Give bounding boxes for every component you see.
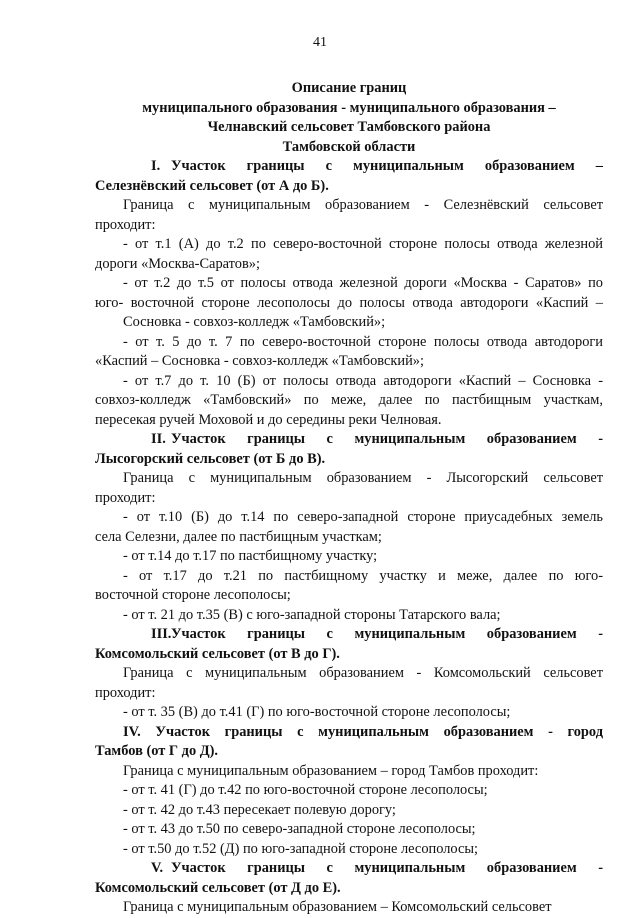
section-5 <box>95 859 603 918</box>
section-heading: IV. Участок границы с муниципальным образованием - город <box>123 723 603 740</box>
section-intro-cont: проходит: <box>95 216 156 233</box>
section-2 <box>95 430 603 625</box>
boundary-item-cont: пересекая ручей Моховой и до середины реки Челновая. <box>95 411 442 428</box>
section-intro: Граница с муниципальным образованием - Селезнёвский сельсовет <box>123 197 603 213</box>
title-line: Описание границ <box>291 80 407 96</box>
page-number: 41 <box>313 35 327 50</box>
boundary-item: - от т.14 до т.17 по пастбищному участку; <box>123 548 378 564</box>
boundary-item: - от т. 41 (Г) до т.42 по юго-восточной стороне лесополосы; <box>123 782 488 798</box>
boundary-item: - от т. 5 до т. 7 по северо-восточной стороне полосы отвода автодороги <box>123 333 603 350</box>
boundary-item-cont: Сосновка - совхоз-колледж «Тамбовский»; <box>123 314 386 330</box>
boundary-item: - от т. 35 (В) до т.41 (Г) по юго-восточной стороне лесополосы; <box>123 704 511 720</box>
boundary-item: - от т. 43 до т.50 по северо-западной стороне лесополосы; <box>123 821 476 837</box>
document-title <box>95 79 603 157</box>
section-heading: II. Участок границы с муниципальным образованием - <box>95 430 603 450</box>
document-body <box>95 79 603 918</box>
section-heading-cont: Комсомольский сельсовет (от В до Г). <box>95 645 340 662</box>
section-intro-cont: проходит: <box>95 489 156 506</box>
section-3 <box>95 625 603 723</box>
section-heading: III.Участок границы с муниципальным образованием - <box>95 625 603 645</box>
boundary-item: - от т.17 до т.21 по пастбищному участку и меже, далее по юго- <box>123 567 603 584</box>
boundary-item-cont: юго- восточной стороне лесополосы до полосы отвода автодороги «Каспий – <box>95 294 603 311</box>
section-1 <box>95 157 603 430</box>
section-heading: I. Участок границы с муниципальным образованием – <box>95 157 603 177</box>
section-number: V. <box>151 860 164 876</box>
boundary-item: - от т.50 до т.52 (Д) по юго-западной стороне лесополосы; <box>123 840 479 857</box>
boundary-item-cont: совхоз-колледж «Тамбовский» по меже, далее по пастбищным участкам, <box>95 392 603 408</box>
section-number: I. <box>151 158 161 174</box>
section-heading-cont: Селезнёвский сельсовет (от А до Б). <box>95 177 329 194</box>
boundary-item-cont: «Каспий – Сосновка - совхоз-колледж «Тамбовский»; <box>95 353 424 369</box>
section-intro: Граница с муниципальным образованием - Лысогорский сельсовет <box>123 470 603 486</box>
title-line: Тамбовской области <box>282 138 416 155</box>
section-intro-cont: проходит: <box>95 684 156 701</box>
section-4 <box>95 723 603 860</box>
section-number: IV. <box>123 723 141 740</box>
boundary-item: - от т.10 (Б) до т.14 по северо-западной стороне приусадебных земель <box>123 509 603 525</box>
boundary-item-cont: дороги «Москва-Саратов»; <box>95 255 260 272</box>
boundary-item: - от т. 42 до т.43 пересекает полевую дорогу; <box>123 801 396 818</box>
section-heading-cont: Лысогорский сельсовет (от Б до В). <box>95 450 326 467</box>
section-heading-cont: Тамбов (от Г до Д). <box>95 743 219 759</box>
boundary-item: - от т.2 до т.5 от полосы отвода железной дороги «Москва - Саратов» по <box>123 275 603 291</box>
boundary-item: - от т.7 до т. 10 (Б) от полосы отвода автодороги «Каспий – Сосновка - <box>123 372 603 389</box>
section-number: II. <box>151 431 166 447</box>
section-number: III. <box>151 626 172 642</box>
title-line: Челнавский сельсовет Тамбовского района <box>207 119 491 135</box>
section-intro: Граница с муниципальным образованием – Комсомольский сельсовет <box>123 899 552 915</box>
boundary-item: - от т.1 (А) до т.2 по северо-восточной стороне полосы отвода железной <box>123 236 603 252</box>
title-line: муниципального образования - муниципального образования – <box>142 99 556 116</box>
boundary-item-cont: восточной стороне лесополосы; <box>95 587 291 603</box>
section-heading: V. Участок границы с муниципальным образованием - <box>95 859 603 879</box>
section-intro: Граница с муниципальным образованием – город Тамбов проходит: <box>123 762 539 779</box>
section-heading-cont: Комсомольский сельсовет (от Д до Е). <box>95 879 341 896</box>
section-intro: Граница с муниципальным образованием - Комсомольский сельсовет <box>123 665 603 681</box>
boundary-item-cont: села Селезни, далее по пастбищным участкам; <box>95 528 382 545</box>
boundary-item: - от т. 21 до т.35 (В) с юго-западной стороны Татарского вала; <box>123 606 501 623</box>
